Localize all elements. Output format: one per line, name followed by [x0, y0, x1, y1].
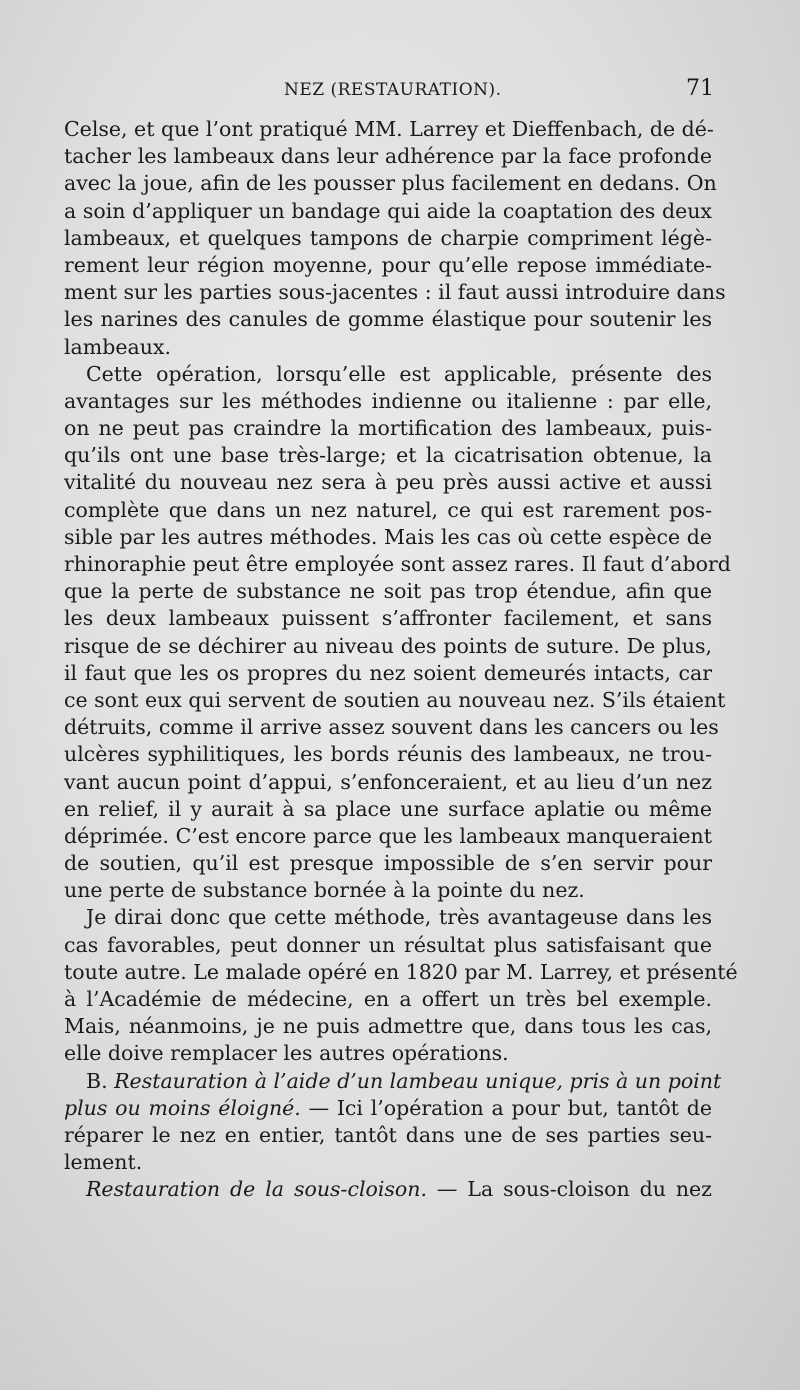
text-line: avantages sur les méthodes indienne ou italienne : par elle, — [64, 388, 712, 413]
text-line: à l’Académie de médecine, en a offert un très bel exemple. — [64, 987, 712, 1011]
page-number: 71 — [686, 76, 714, 101]
text-line: les deux lambeaux puissent s’affronter facilement, et sans — [64, 606, 712, 631]
text-line — [64, 1095, 712, 1122]
text-line: ce sont eux qui servent de soutien au nouveau nez. S’ils étaient — [64, 687, 726, 712]
text-line: ment sur les parties sous-jacentes : il faut aussi introduire dans — [64, 280, 726, 305]
text-line: cas favorables, peut donner un résultat plus satisfaisant que — [64, 932, 712, 957]
section-label: B. — [86, 1068, 108, 1093]
text-line: que la perte de substance ne soit pas trop étendue, afin que — [64, 579, 712, 604]
section-heading-continued: plus ou moins éloigné. — [64, 1095, 301, 1120]
text-line: risque de se déchirer au niveau des points de suture. De plus, — [64, 633, 712, 658]
paragraph-5 — [64, 1176, 712, 1203]
text-line — [64, 1068, 722, 1095]
paragraph-4 — [64, 1068, 722, 1177]
text-line: Je dirai donc que cette méthode, très avantageuse dans les — [86, 905, 712, 930]
text-line: toute autre. Le malade opéré en 1820 par M. Larrey, et présenté — [64, 959, 738, 984]
section-text: — Ici l’opération a pour but, tantôt de — [300, 1095, 712, 1120]
text-line: en relief, il y aurait à sa place une surface aplatie ou même — [64, 796, 712, 821]
text-line: elle doive remplacer les autres opérations. — [64, 1041, 509, 1066]
paragraph-1 — [64, 116, 726, 361]
page-header — [64, 76, 714, 106]
text-line: déprimée. C’est encore parce que les lambeaux manqueraient — [64, 823, 712, 848]
text-line: Cette opération, lorsqu’elle est applicable, présente des — [86, 361, 712, 386]
text-line: tacher les lambeaux dans leur adhérence par la face profonde — [64, 144, 712, 169]
text-line: une perte de substance bornée à la pointe du nez. — [64, 878, 585, 903]
text-line — [64, 1176, 712, 1203]
text-line: a soin d’appliquer un bandage qui aide la coaptation des deux — [64, 198, 712, 223]
text-line: les narines des canules de gomme élastique pour soutenir les — [64, 307, 712, 332]
text-line: réparer le nez en entier, tantôt dans une de ses parties seu- — [64, 1122, 712, 1147]
text-line: sible par les autres méthodes. Mais les cas où cette espèce de — [64, 524, 712, 549]
paragraph-3 — [64, 904, 738, 1067]
text-line: Mais, néanmoins, je ne puis admettre que, dans tous les cas, — [64, 1014, 712, 1039]
text-line: vant aucun point d’appui, s’enfonceraient, et au lieu d’un nez — [64, 769, 712, 794]
text-line: vitalité du nouveau nez sera à peu près aussi active et aussi — [64, 470, 712, 495]
paragraph-2 — [64, 361, 731, 905]
text-line: rhinoraphie peut être employée sont assez rares. Il faut d’abord — [64, 552, 731, 576]
text-line: de soutien, qu’il est presque impossible de s’en servir pour — [64, 851, 712, 876]
section-heading: Restauration à l’aide d’un lambeau unique, pris à un point — [114, 1068, 722, 1093]
text-line: Celse, et que l’ont pratiqué MM. Larrey et Dieffenbach, de dé- — [64, 117, 714, 141]
text-line: rement leur région moyenne, pour qu’elle repose immédiate- — [64, 252, 712, 277]
body-text — [64, 116, 738, 1204]
subsection-text: — La sous-cloison du nez — [426, 1177, 712, 1202]
text-line: complète que dans un nez naturel, ce qui est rarement pos- — [64, 497, 712, 522]
text-line: ulcères syphilitiques, les bords réunis des lambeaux, ne trou- — [64, 742, 712, 767]
text-line: lement. — [64, 1150, 143, 1175]
text-line: lambeaux, et quelques tampons de charpie compriment légè- — [64, 225, 712, 250]
running-title: NEZ (RESTAURATION). — [284, 80, 502, 100]
subsection-heading: Restauration de la sous-cloison. — [86, 1177, 427, 1202]
text-line: qu’ils ont une base très-large; et la cicatrisation obtenue, la — [64, 443, 712, 468]
text-line: lambeaux. — [64, 334, 171, 359]
text-line: détruits, comme il arrive assez souvent dans les cancers ou les — [64, 715, 719, 740]
text-line: avec la joue, afin de les pousser plus facilement en dedans. On — [64, 171, 717, 196]
text-line: il faut que les os propres du nez soient demeurés intacts, car — [64, 660, 712, 685]
text-line: on ne peut pas craindre la mortification des lambeaux, puis- — [64, 416, 712, 441]
